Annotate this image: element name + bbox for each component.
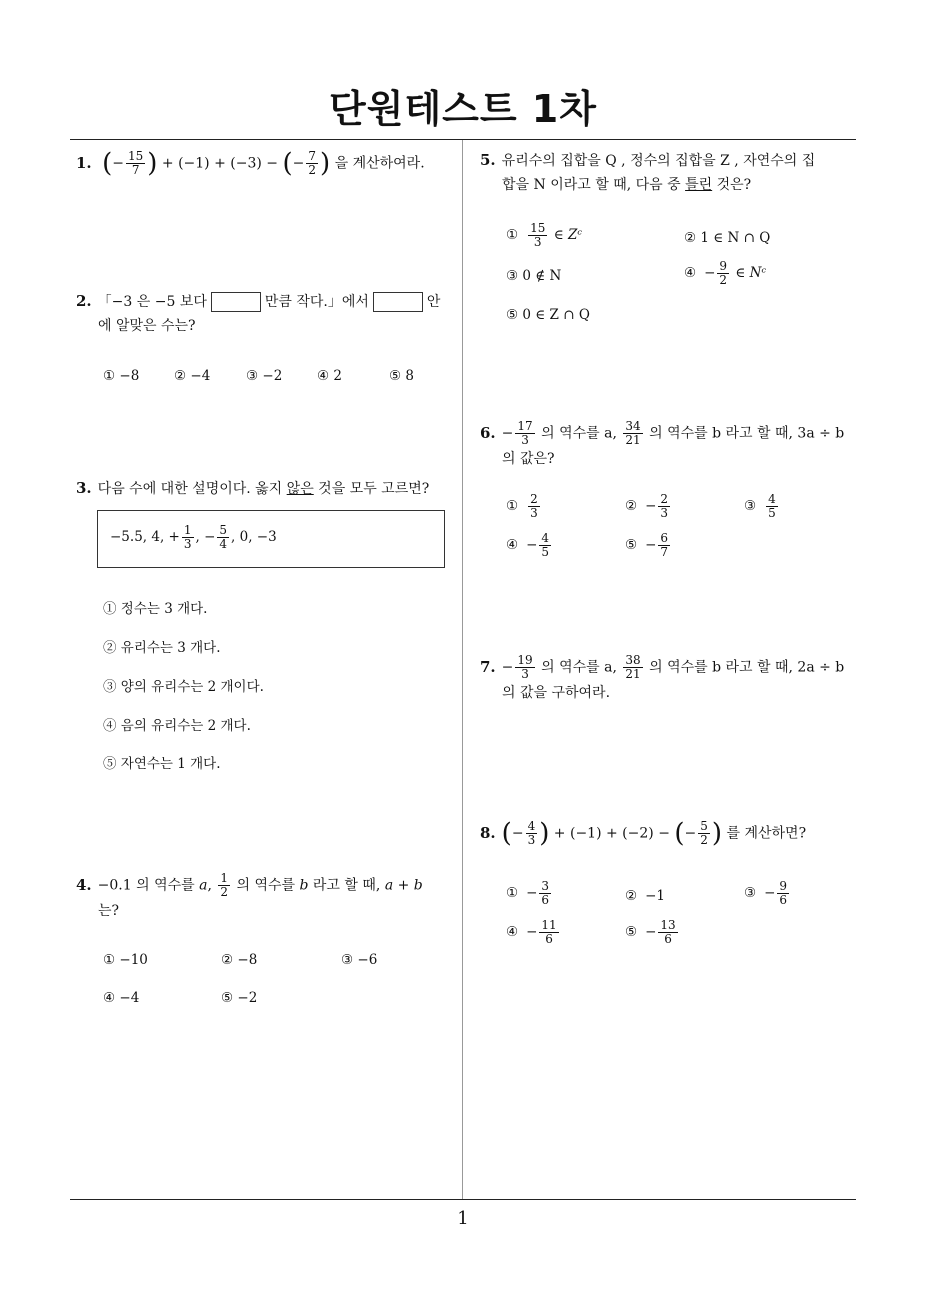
number-list: −5.5, 4, + $\frac{1}{3}$ , − $\frac{5}{4}$ , 0, −3 xyxy=(110,523,277,551)
option-4[interactable]: ④ − $\frac{4}{5}$ xyxy=(506,531,550,559)
option-5[interactable]: ⑤ 자연수는 1 개다. xyxy=(103,756,221,772)
option-3[interactable]: ③ 양의 유리수는 2 개이다. xyxy=(103,679,264,695)
question-number: 6. xyxy=(480,423,496,442)
question-number: 5. xyxy=(480,151,496,169)
answer-blank xyxy=(373,292,423,312)
question-7: 7. − $\frac{19}{3}$ 의 역수를 a, $\frac{38}{21}$ 의 역수를 b 라고 할 때, 2a ÷ b 의 값을 구하여라. xyxy=(480,653,845,701)
fraction: $\frac{3}{6}$ xyxy=(541,879,550,907)
answer-blank xyxy=(211,292,261,312)
question-5: 5. 유리수의 집합을 Q , 정수의 집합을 Z , 자연수의 집 합을 N 이라고 할 때, 다음 중 틀린 것은? xyxy=(480,151,816,193)
fraction: $\frac{2}{3}$ xyxy=(660,492,669,520)
option-3[interactable]: ③ $\frac{4}{5}$ xyxy=(744,492,776,520)
fraction: $\frac{1}{3}$ xyxy=(183,523,192,551)
column-divider xyxy=(462,140,463,1199)
option-2[interactable]: ② 1 ∈ N ∩ Q xyxy=(684,230,771,246)
question-8: 8. (− $\frac{4}{3}$ ) + (−1) + (−2) − (− $\frac{5}{2}$ ) 를 계산하면? xyxy=(480,818,807,849)
question-2: 2. 「−3 은 −5 보다 만큼 작다.」에서 안 에 알맞은 수는? xyxy=(76,292,441,334)
option-5[interactable]: ⑤ −2 xyxy=(221,990,258,1006)
option-2[interactable]: ② −1 xyxy=(625,888,666,904)
option-3[interactable]: ③ − $\frac{9}{6}$ xyxy=(744,879,788,907)
question-number: 2. xyxy=(76,292,92,310)
question-number: 4. xyxy=(76,875,92,894)
fraction: $\frac{2}{3}$ xyxy=(530,492,538,520)
question-6: 6. − $\frac{17}{3}$ 의 역수를 a, $\frac{34}{21}$ 의 역수를 b 라고 할 때, 3a ÷ b 의 값은? xyxy=(480,419,845,467)
option-4[interactable]: ④ 2 xyxy=(317,368,342,384)
fraction: $\frac{17}{3}$ xyxy=(517,419,533,447)
page-number: 1 xyxy=(457,1208,469,1229)
fraction: $\frac{7}{2}$ xyxy=(308,149,316,177)
fraction: $\frac{19}{3}$ xyxy=(517,653,533,681)
option-4[interactable]: ④ − $\frac{9}{2}$ ∈ Nᶜ xyxy=(684,259,767,287)
option-4[interactable]: ④ − $\frac{11}{6}$ xyxy=(506,918,557,946)
option-1[interactable]: ① −10 xyxy=(103,952,148,968)
question-number: 7. xyxy=(480,657,496,676)
question-number: 3. xyxy=(76,479,92,497)
underlined-word: 틀린 xyxy=(685,177,713,193)
fraction: $\frac{15}{7}$ xyxy=(128,149,144,177)
question-number: 1. xyxy=(76,153,92,172)
bottom-rule xyxy=(70,1199,856,1200)
option-4[interactable]: ④ 음의 유리수는 2 개다. xyxy=(103,718,251,734)
question-1: 1. (− $\frac{15}{7}$ ) + (−1) + (−3) − (− $\frac{7}{2}$ ) 을 계산하여라. xyxy=(76,148,425,179)
fraction: $\frac{5}{2}$ xyxy=(700,819,708,847)
fraction: $\frac{9}{2}$ xyxy=(719,259,728,287)
option-2[interactable]: ② −8 xyxy=(221,952,258,968)
fraction: $\frac{4}{5}$ xyxy=(768,492,776,520)
option-5[interactable]: ⑤ 0 ∈ Z ∩ Q xyxy=(506,307,590,323)
fraction: $\frac{5}{4}$ xyxy=(219,523,228,551)
question-4: 4. −0.1 의 역수를 a, $\frac{1}{2}$ 의 역수를 b 라고 할 때, a + b 는? xyxy=(76,871,423,919)
option-1[interactable]: ① $\frac{2}{3}$ xyxy=(506,492,538,520)
page-title: 단원테스트 1차 xyxy=(329,87,597,131)
fraction: $\frac{34}{21}$ xyxy=(625,419,641,447)
option-1[interactable]: ① 정수는 3 개다. xyxy=(103,601,208,617)
option-2[interactable]: ② 유리수는 3 개다. xyxy=(103,640,221,656)
fraction: $\frac{4}{3}$ xyxy=(527,819,536,847)
option-5[interactable]: ⑤ − $\frac{6}{7}$ xyxy=(625,531,669,559)
option-5[interactable]: ⑤ − $\frac{13}{6}$ xyxy=(625,918,676,946)
fraction: $\frac{4}{5}$ xyxy=(541,531,550,559)
underlined-word: 않은 xyxy=(286,481,314,497)
option-3[interactable]: ③ −6 xyxy=(341,952,378,968)
fraction: $\frac{1}{2}$ xyxy=(220,871,229,899)
fraction: $\frac{38}{21}$ xyxy=(625,653,641,681)
option-2[interactable]: ② −4 xyxy=(174,368,211,384)
option-1[interactable]: ① − $\frac{3}{6}$ xyxy=(506,879,550,907)
option-2[interactable]: ② − $\frac{2}{3}$ xyxy=(625,492,669,520)
fraction: $\frac{15}{3}$ xyxy=(530,221,546,249)
option-3[interactable]: ③ 0 ∉ N xyxy=(506,268,562,284)
option-3[interactable]: ③ −2 xyxy=(246,368,283,384)
fraction: $\frac{11}{6}$ xyxy=(541,918,557,946)
option-1[interactable]: ① −8 xyxy=(103,368,140,384)
option-1[interactable]: ① $\frac{15}{3}$ ∈ Zᶜ xyxy=(506,221,583,249)
question-number: 8. xyxy=(480,823,496,842)
fraction: $\frac{6}{7}$ xyxy=(660,531,669,559)
fraction: $\frac{9}{6}$ xyxy=(779,879,788,907)
question-3: 3. 다음 수에 대한 설명이다. 옳지 않은 것을 모두 고르면? xyxy=(76,479,430,497)
fraction: $\frac{13}{6}$ xyxy=(660,918,676,946)
option-5[interactable]: ⑤ 8 xyxy=(389,368,414,384)
top-rule xyxy=(70,139,856,140)
option-4[interactable]: ④ −4 xyxy=(103,990,140,1006)
